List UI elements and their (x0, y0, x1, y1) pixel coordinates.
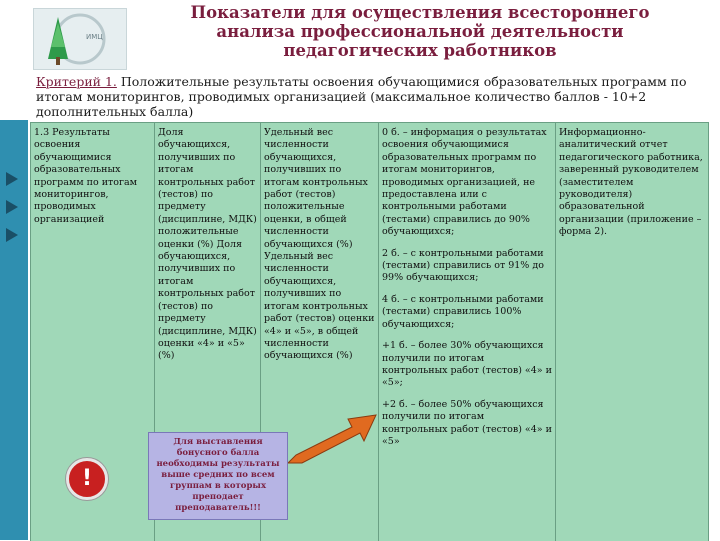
scoring-cell (379, 123, 556, 541)
pointer-arrow-icon (288, 405, 380, 465)
logo (33, 8, 127, 70)
document-cell: Информационно-аналитический отчет педагогического работника, заверенный руководителем (заместителем руководителя) образовательной организации (приложение – форма 2). (556, 123, 709, 541)
weight-cell: Удельный вес численности обучающихся, получивших по итогам контрольных работ (тестов) положительные оценки, в общей численности обучающихся (%) Удельный вес численности обучающихся, получивших по итогам контрольных работ (тестов) оценки «4» и «5», в общей численности обучающихся (%) (261, 123, 379, 541)
score-rule: +2 б. – более 50% обучающихся получили по итогам контрольных работ (тестов) «4» и «5» (382, 398, 552, 447)
arrow-marker-icon (6, 172, 18, 186)
arrow-marker-icon (6, 228, 18, 242)
score-rule: 2 б. – с контрольными работами (тестами) справились от 91% до 99% обучающихся; (382, 247, 544, 284)
left-decor-bar (0, 120, 28, 540)
criterion-heading (36, 74, 716, 119)
arrow-marker-icon (6, 200, 18, 214)
criterion-text: Положительные результаты освоения обучающимися образовательных программ по итогам мониторингов, проводимых организацией (максимальное количество баллов - 10+2 дополнительных балла) (36, 74, 687, 119)
tree-logo-icon (34, 9, 126, 69)
metric-cell: Доля обучающихся, получивших по итогам контрольных работ (тестов) по предмету (дисциплине, МДК) положительные оценки (%) Доля обучающихся, получивших по итогам контрольных работ (тестов) по предмету (дисциплине, МДК) оценки «4» и «5» (%) (155, 123, 261, 541)
indicator-cell: 1.3 Результаты освоения обучающимися образовательных программ по итогам мониторингов, проводимых организацией (31, 123, 155, 541)
score-rule: 4 б. – с контрольными работами (тестами) справились 100% обучающихся; (382, 293, 544, 330)
criteria-table (30, 122, 709, 541)
bonus-note: Для выставления бонусного балла необходимы результаты выше средних по всем группам в которых преподает преподаватель!!! (148, 432, 288, 520)
warning-icon: ! (66, 458, 108, 500)
score-rule: +1 б. – более 30% обучающихся получили по итогам контрольных работ (тестов) «4» и «5»; (382, 340, 552, 389)
page-title (140, 3, 700, 60)
title-line-1: Показатели для осуществления всестороннего (190, 3, 650, 22)
criterion-label: Критерий 1. (36, 74, 117, 89)
title-line-2: анализа профессиональной деятельности (216, 22, 624, 41)
score-rule: 0 б. – информация о результатах освоения обучающимися образовательных программ по итогам мониторингов, проводимых организацией, не предоставлена или с контрольными работами (тестами) справились до 90% обучающихся; (382, 127, 547, 238)
title-line-3: педагогических работников (283, 41, 557, 60)
logo-caption: ИМЦ (86, 33, 103, 41)
